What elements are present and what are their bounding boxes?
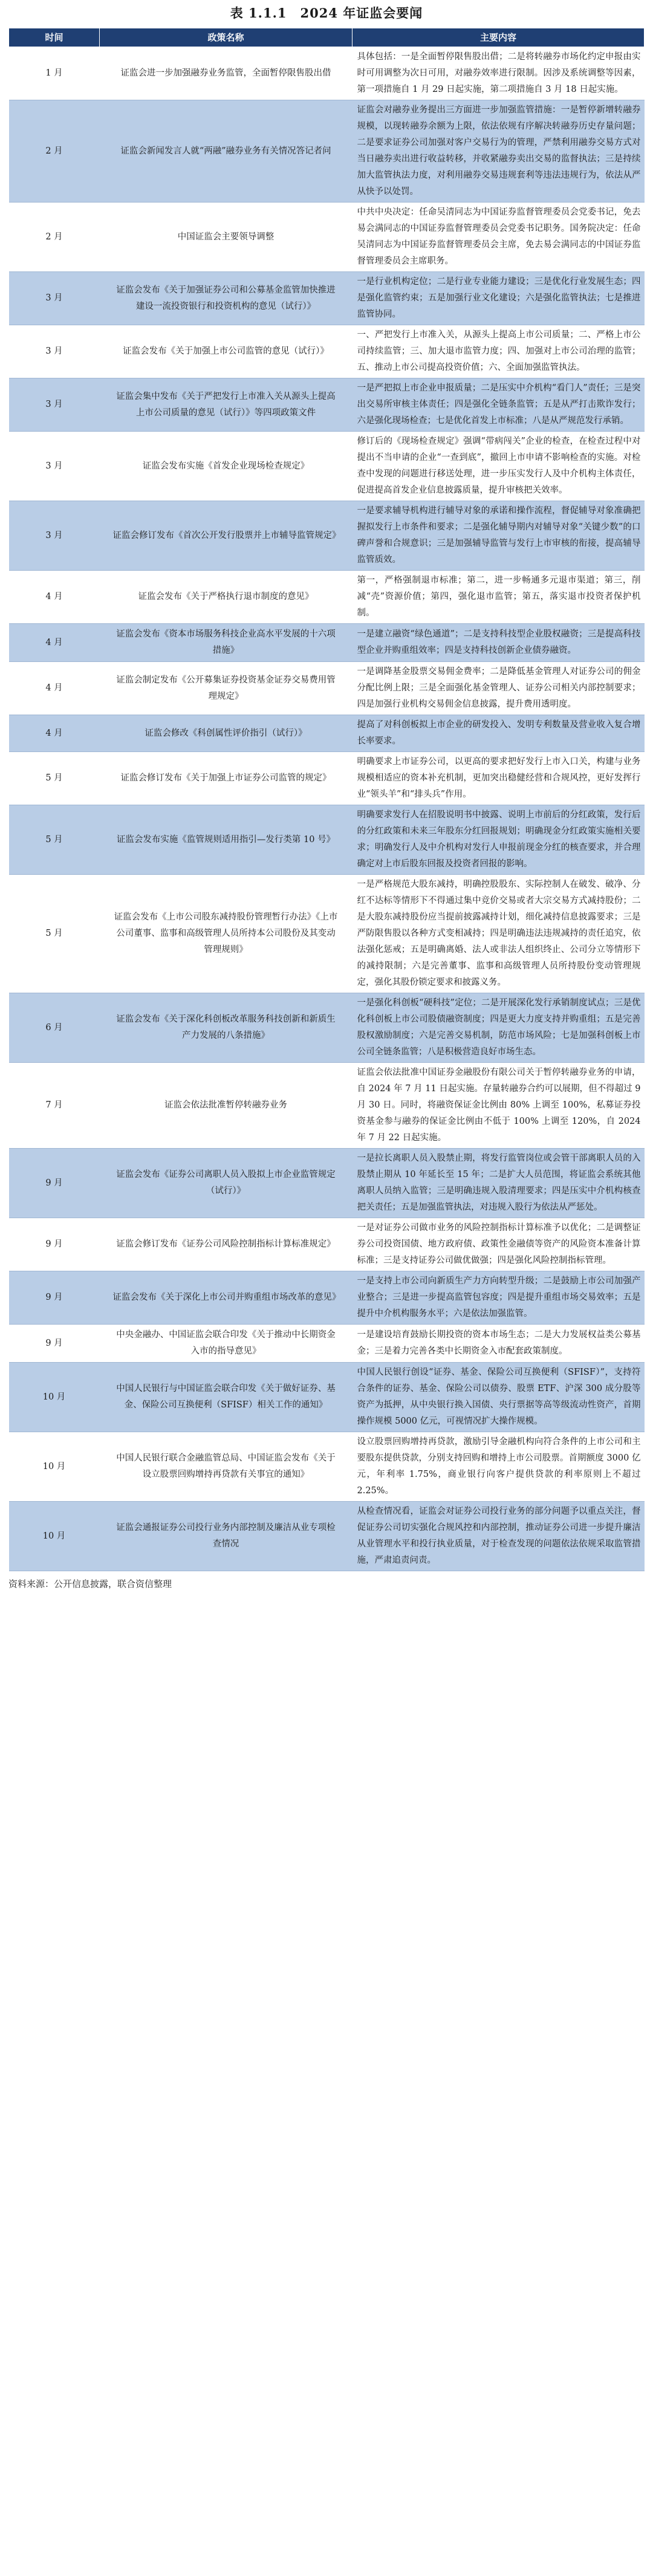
row-policy-name: 证监会集中发布《关于严把发行上市准入关从源头上提高上市公司质量的意见（试行）》等四项政策文件 (100, 378, 352, 432)
row-content: 证监会对融券业务提出三方面进一步加强监管措施：一是暂停新增转融券规模，以现转融券余额为上限，依法依规有序解决转融券历史存量问题；二是要求证券公司加强对客户交易行为的管理，严禁利用融券交易方式对当日融券卖出进行收益转移，并收紧融券卖出交易的监督执法；三是持续加大监管执法力度，对利用融券交易违规套利等违法违规行为，依法从严从快予以处罚。 (352, 100, 645, 203)
row-policy-name: 证监会发布《证券公司离职人员入股拟上市企业监管规定（试行）》 (100, 1149, 352, 1218)
row-content: 一是强化科创板“硬科技”定位；二是开展深化发行承销制度试点；三是优化科创板上市公司股债融资制度；四是更大力度支持并购重组；五是完善股权激励制度；六是完善交易机制，防范市场风险；七是加强科创板上市公司全链条监管；八是积极营造良好市场生态。 (352, 993, 645, 1063)
row-content: 一是严格规范大股东减持，明确控股股东、实际控制人在破发、破净、分红不达标等情形下不得通过集中竞价交易或者大宗交易方式减持股份；二是大股东减持股份应当提前披露减持计划，细化减持信息披露要求；三是严防限售股以各种方式变相减持；四是明确违法违规减持的责任追究，依法强化惩戒；五是明确离婚、法人或非法人组织终止、公司分立等情形下的减持限制；六是完善董事、监事和高级管理人员所持股份变动管理规定，强化其股份锁定要求和披露义务。 (352, 875, 645, 993)
table-row (9, 1149, 645, 1218)
table-row (9, 1363, 645, 1432)
row-content: 一、严把发行上市准入关，从源头上提高上市公司质量；二、严格上市公司持续监管；三、加大退市监管力度；四、加强对上市公司治理的监管；五、推动上市公司提高投资价值；六、全面加强监管执法。 (352, 325, 645, 378)
header-content: 主要内容 (352, 28, 645, 47)
row-content: 设立股票回购增持再贷款，激励引导金融机构向符合条件的上市公司和主要股东提供贷款，分别支持回购和增持上市公司股票。首期额度 3000 亿元，年利率 1.75%，商业银行向客户提供贷款的利率原则上不超过 2.25%。 (352, 1432, 645, 1502)
row-policy-name: 证监会进一步加强融券业务监管，全面暂停限售股出借 (100, 47, 352, 100)
table-row (9, 203, 645, 272)
row-time: 9 月 (9, 1325, 100, 1363)
row-content: 一是建立融资“绿色通道”；二是支持科技型企业股权融资；三是提高科技型企业并购重组效率；四是支持科技创新企业债券融资。 (352, 624, 645, 662)
row-policy-name: 证监会修改《科创属性评价指引（试行）》 (100, 715, 352, 752)
table-row (9, 501, 645, 571)
row-time: 5 月 (9, 752, 100, 805)
row-policy-name: 证监会修订发布《首次公开发行股票并上市辅导监管规定》 (100, 501, 352, 571)
row-content: 一是建设培育鼓励长期投资的资本市场生态；二是大力发展权益类公募基金；三是着力完善各类中长期资金入市配套政策制度。 (352, 1325, 645, 1363)
news-table (8, 28, 645, 1571)
table-row (9, 993, 645, 1063)
row-policy-name: 证监会发布《上市公司股东减持股份管理暂行办法》《上市公司董事、监事和高级管理人员所持本公司股份及其变动管理规则》 (100, 875, 352, 993)
row-time: 2 月 (9, 100, 100, 203)
row-content: 修订后的《现场检查规定》强调“带病闯关”企业的检查，在检查过程中对提出不当申请的企业“一查到底”，撤回上市申请不影响检查的实施。对检查中发现的问题进行移送处理，进一步压实发行人及中介机构主体责任，促进提高首发企业信息披露质量，提升审核把关效率。 (352, 432, 645, 501)
row-policy-name: 证监会修订发布《关于加强上市证券公司监管的规定》 (100, 752, 352, 805)
row-time: 4 月 (9, 571, 100, 624)
row-content: 具体包括：一是全面暂停限售股出借；二是将转融券市场化约定申报由实时可用调整为次日可用，对融券效率进行限制。因涉及系统调整等因素，第一项措施自 1 月 29 日起实施，第二项措施自 3 月 18 日起实施。 (352, 47, 645, 100)
table-row (9, 325, 645, 378)
table-row (9, 100, 645, 203)
header-time: 时间 (9, 28, 100, 47)
row-time: 6 月 (9, 993, 100, 1063)
row-time: 2 月 (9, 203, 100, 272)
row-policy-name: 中央金融办、中国证监会联合印发《关于推动中长期资金入市的指导意见》 (100, 1325, 352, 1363)
table-row (9, 571, 645, 624)
table-body (9, 47, 645, 1571)
row-content: 一是要求辅导机构进行辅导对象的承诺和操作流程，督促辅导对象准确把握拟发行上市条件和要求；二是强化辅导期内对辅导对象“关键少数”的口碑声誉和合规意识；三是加强辅导监管与发行上市审核的衔接，提高辅导监管质效。 (352, 501, 645, 571)
table-row (9, 1218, 645, 1271)
row-time: 9 月 (9, 1271, 100, 1325)
row-time: 7 月 (9, 1063, 100, 1149)
table-header (9, 28, 645, 47)
table-row (9, 378, 645, 432)
row-content: 明确要求上市证券公司，以更高的要求把好发行上市入口关，构建与业务规模相适应的资本补充机制，更加突出稳健经营和合规风控，更好发挥行业“领头羊”和“排头兵”作用。 (352, 752, 645, 805)
row-content: 一是调降基金股票交易佣金费率；二是降低基金管理人对证券公司的佣金分配比例上限；三是全面强化基金管理人、证券公司相关内部控制要求；四是加强行业机构交易佣金信息披露，提升费用透明度。 (352, 662, 645, 715)
row-policy-name: 证监会发布《关于严格执行退市制度的意见》 (100, 571, 352, 624)
table-row (9, 624, 645, 662)
table-row (9, 875, 645, 993)
row-policy-name: 证监会新闻发言人就“两融”融券业务有关情况答记者问 (100, 100, 352, 203)
row-content: 一是严把拟上市企业申报质量；二是压实中介机构“看门人”责任；三是突出交易所审核主体责任；四是强化全链条监管；五是从严打击欺诈发行；六是强化现场检查；七是优化首发上市标准；八是从严规范发行承销。 (352, 378, 645, 432)
row-time: 10 月 (9, 1363, 100, 1432)
table-row (9, 1502, 645, 1571)
row-policy-name: 证监会制定发布《公开募集证券投资基金证券交易费用管理规定》 (100, 662, 352, 715)
row-policy-name: 中国人民银行联合金融监管总局、中国证监会发布《关于设立股票回购增持再贷款有关事宜的通知》 (100, 1432, 352, 1502)
row-content: 一是行业机构定位；二是行业专业能力建设；三是优化行业发展生态；四是强化监管约束；五是加强行业文化建设；六是强化监管执法；七是推进监管协同。 (352, 272, 645, 325)
row-policy-name: 证监会发布《关于加强证券公司和公募基金监管加快推进建设一流投资银行和投资机构的意见（试行）》 (100, 272, 352, 325)
source-note: 资料来源：公开信息披露，联合资信整理 (8, 1578, 172, 1589)
row-policy-name: 证监会依法批准暂停转融券业务 (100, 1063, 352, 1149)
row-content: 第一，严格强制退市标准；第二，进一步畅通多元退市渠道；第三，削减“壳”资源价值；第四，强化退市监管；第五，落实退市投资者保护机制。 (352, 571, 645, 624)
row-time: 4 月 (9, 662, 100, 715)
row-time: 4 月 (9, 624, 100, 662)
header-name: 政策名称 (100, 28, 352, 47)
row-content: 一是拉长离职人员入股禁止期，将发行监管岗位或会管干部离职人员的入股禁止期从 10 年延长至 15 年；二是扩大人员范围，将证监会系统其他离职人员纳入监管；三是明确违规入股清理要求；四是压实中介机构核查把关责任；五是加强监管执法，对违规入股行为依法从严惩处。 (352, 1149, 645, 1218)
row-content: 一是支持上市公司向新质生产力方向转型升级；二是鼓励上市公司加强产业整合；三是进一步提高监管包容度；四是提升重组市场交易效率；五是提升中介机构服务水平；六是依法加强监管。 (352, 1271, 645, 1325)
table-row (9, 1063, 645, 1149)
row-time: 10 月 (9, 1432, 100, 1502)
table-row (9, 1271, 645, 1325)
row-content: 从检查情况看，证监会对证券公司投行业务的部分问题予以重点关注，督促证券公司切实强化合规风控和内部控制，推动证券公司进一步提升廉洁从业管理水平和投行执业质量，对于检查发现的问题依法依规采取监管措施，严肃追责问责。 (352, 1502, 645, 1571)
row-time: 4 月 (9, 715, 100, 752)
row-content: 中国人民银行创设“证券、基金、保险公司互换便利（SFISF）”，支持符合条件的证券、基金、保险公司以债券、股票 ETF、沪深 300 成分股等资产为抵押，从中央银行换入国债、央行票据等高等级流动性资产，首期操作规模 5000 亿元，可视情况扩大操作规模。 (352, 1363, 645, 1432)
row-time: 5 月 (9, 805, 100, 875)
row-policy-name: 证监会发布实施《监管规则适用指引—发行类第 10 号》 (100, 805, 352, 875)
row-content: 提高了对科创板拟上市企业的研发投入、发明专利数量及营业收入复合增长率要求。 (352, 715, 645, 752)
table-row (9, 662, 645, 715)
row-policy-name: 证监会修订发布《证券公司风险控制指标计算标准规定》 (100, 1218, 352, 1271)
row-time: 10 月 (9, 1502, 100, 1571)
table-row (9, 47, 645, 100)
table-row (9, 432, 645, 501)
table-row (9, 715, 645, 752)
row-time: 9 月 (9, 1149, 100, 1218)
row-time: 3 月 (9, 378, 100, 432)
row-content: 中共中央决定：任命吴清同志为中国证券监督管理委员会党委书记，免去易会满同志的中国证券监督管理委员会党委书记职务。国务院决定：任命吴清同志为中国证券监督管理委员会主席，免去易会满同志的中国证券监督管理委员会主席职务。 (352, 203, 645, 272)
table-title: 表 1.1.1 2024 年证监会要闻 (230, 5, 423, 21)
table-row (9, 752, 645, 805)
table-row (9, 1432, 645, 1502)
row-time: 3 月 (9, 432, 100, 501)
row-time: 1 月 (9, 47, 100, 100)
row-time: 5 月 (9, 875, 100, 993)
row-time: 3 月 (9, 325, 100, 378)
row-policy-name: 证监会发布《资本市场服务科技企业高水平发展的十六项措施》 (100, 624, 352, 662)
row-policy-name: 证监会发布《关于深化科创板改革服务科技创新和新质生产力发展的八条措施》 (100, 993, 352, 1063)
table-row (9, 1325, 645, 1363)
table-row (9, 805, 645, 875)
row-policy-name: 证监会通报证券公司投行业务内部控制及廉洁从业专项检查情况 (100, 1502, 352, 1571)
row-content: 明确要求发行人在招股说明书中披露、说明上市前后的分红政策，发行后的分红政策和未来三年股东分红回报规划；明确现金分红政策实施相关要求；明确发行人及中介机构对发行人申报前现金分红的核查要求，并合理确定对上市后股东回报及投资者回报的影响。 (352, 805, 645, 875)
row-time: 3 月 (9, 501, 100, 571)
table-row (9, 272, 645, 325)
row-policy-name: 中国人民银行与中国证监会联合印发《关于做好证券、基金、保险公司互换便利（SFISF）相关工作的通知》 (100, 1363, 352, 1432)
row-content: 证监会依法批准中国证券金融股份有限公司关于暂停转融券业务的申请，自 2024 年 7 月 11 日起实施。存量转融券合约可以展期，但不得超过 9 月 30 日。同时，将融资保证金比例由 80% 上调至 100%，私募证券投资基金参与融券的保证金比例由不低于 100% 上调至 120%，自 2024 年 7 月 22 日起实施。 (352, 1063, 645, 1149)
row-time: 3 月 (9, 272, 100, 325)
row-policy-name: 中国证监会主要领导调整 (100, 203, 352, 272)
row-policy-name: 证监会发布《关于深化上市公司并购重组市场改革的意见》 (100, 1271, 352, 1325)
row-content: 一是对证券公司做市业务的风险控制指标计算标准予以优化；二是调整证券公司投资国债、地方政府债、政策性金融债等资产的风险资本准备计算标准；三是支持证券公司做优做强；四是强化风险控制指标管理。 (352, 1218, 645, 1271)
row-policy-name: 证监会发布实施《首发企业现场检查规定》 (100, 432, 352, 501)
row-policy-name: 证监会发布《关于加强上市公司监管的意见（试行）》 (100, 325, 352, 378)
row-time: 9 月 (9, 1218, 100, 1271)
